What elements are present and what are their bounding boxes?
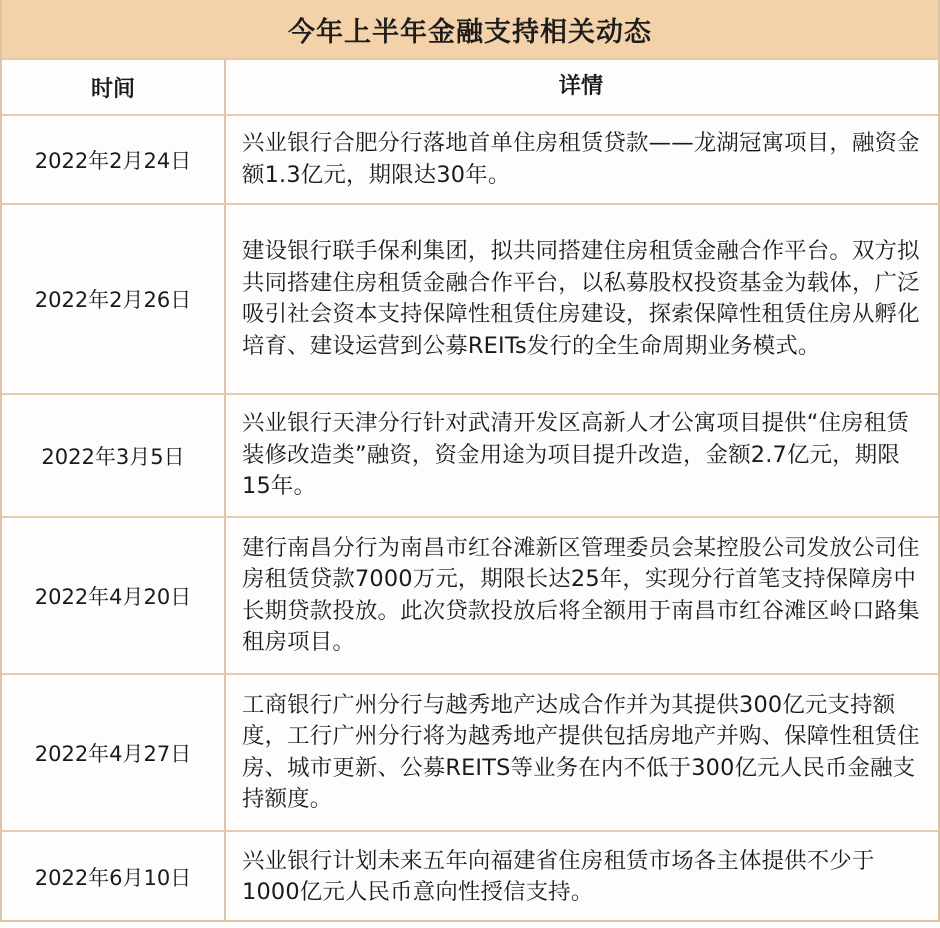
column-header-row [2, 60, 938, 116]
row-detail: 兴业银行合肥分行落地首单住房租赁贷款——龙湖冠寓项目，融资金额1.3亿元，期限达30年。 [242, 130, 920, 188]
row-date: 2022年3月5日 [2, 395, 226, 516]
column-header-time: 时间 [2, 60, 226, 114]
table-row [2, 518, 938, 675]
table-row [2, 205, 938, 395]
row-detail: 兴业银行计划未来五年向福建省住房租赁市场各主体提供不少于1000亿元人民币意向性授信支持。 [242, 847, 875, 905]
table-row [2, 116, 938, 205]
row-detail: 兴业银行天津分行针对武清开发区高新人才公寓项目提供“住房租赁装修改造类”融资，资金用途为项目提升改造，金额2.7亿元，期限15年。 [242, 410, 909, 500]
table-row [2, 675, 938, 832]
table-row [2, 395, 938, 518]
table-title: 今年上半年金融支持相关动态 [288, 16, 652, 48]
row-date: 2022年2月24日 [2, 116, 226, 203]
row-detail: 建行南昌分行为南昌市红谷滩新区管理委员会某控股公司发放公司住房租赁贷款7000万元，期限长达25年，实现分行首笔支持保障房中长期贷款投放。此次贷款投放后将全额用于南昌市红谷滩区岭口路集租房项目。 [242, 534, 920, 655]
table-row [2, 832, 938, 922]
row-date: 2022年6月10日 [2, 832, 226, 922]
column-header-detail: 详情 [558, 74, 604, 100]
table-title-bar [2, 0, 938, 60]
row-date: 2022年2月26日 [2, 205, 226, 393]
row-detail: 工商银行广州分行与越秀地产达成合作并为其提供300亿元支持额度，工行广州分行将为越秀地产提供包括房地产并购、保障性租赁住房、城市更新、公募REITS等业务在内不低于300亿元人民币金融支持额度。 [242, 691, 920, 812]
row-date: 2022年4月27日 [2, 675, 226, 830]
row-date: 2022年4月20日 [2, 518, 226, 673]
row-detail: 建设银行联手保利集团，拟共同搭建住房租赁金融合作平台。双方拟共同搭建住房租赁金融合作平台，以私募股权投资基金为载体，广泛吸引社会资本支持保障性租赁住房建设，探索保障性租赁住房从孵化培育、建设运营到公募REITs发行的全生命周期业务模式。 [242, 238, 920, 359]
